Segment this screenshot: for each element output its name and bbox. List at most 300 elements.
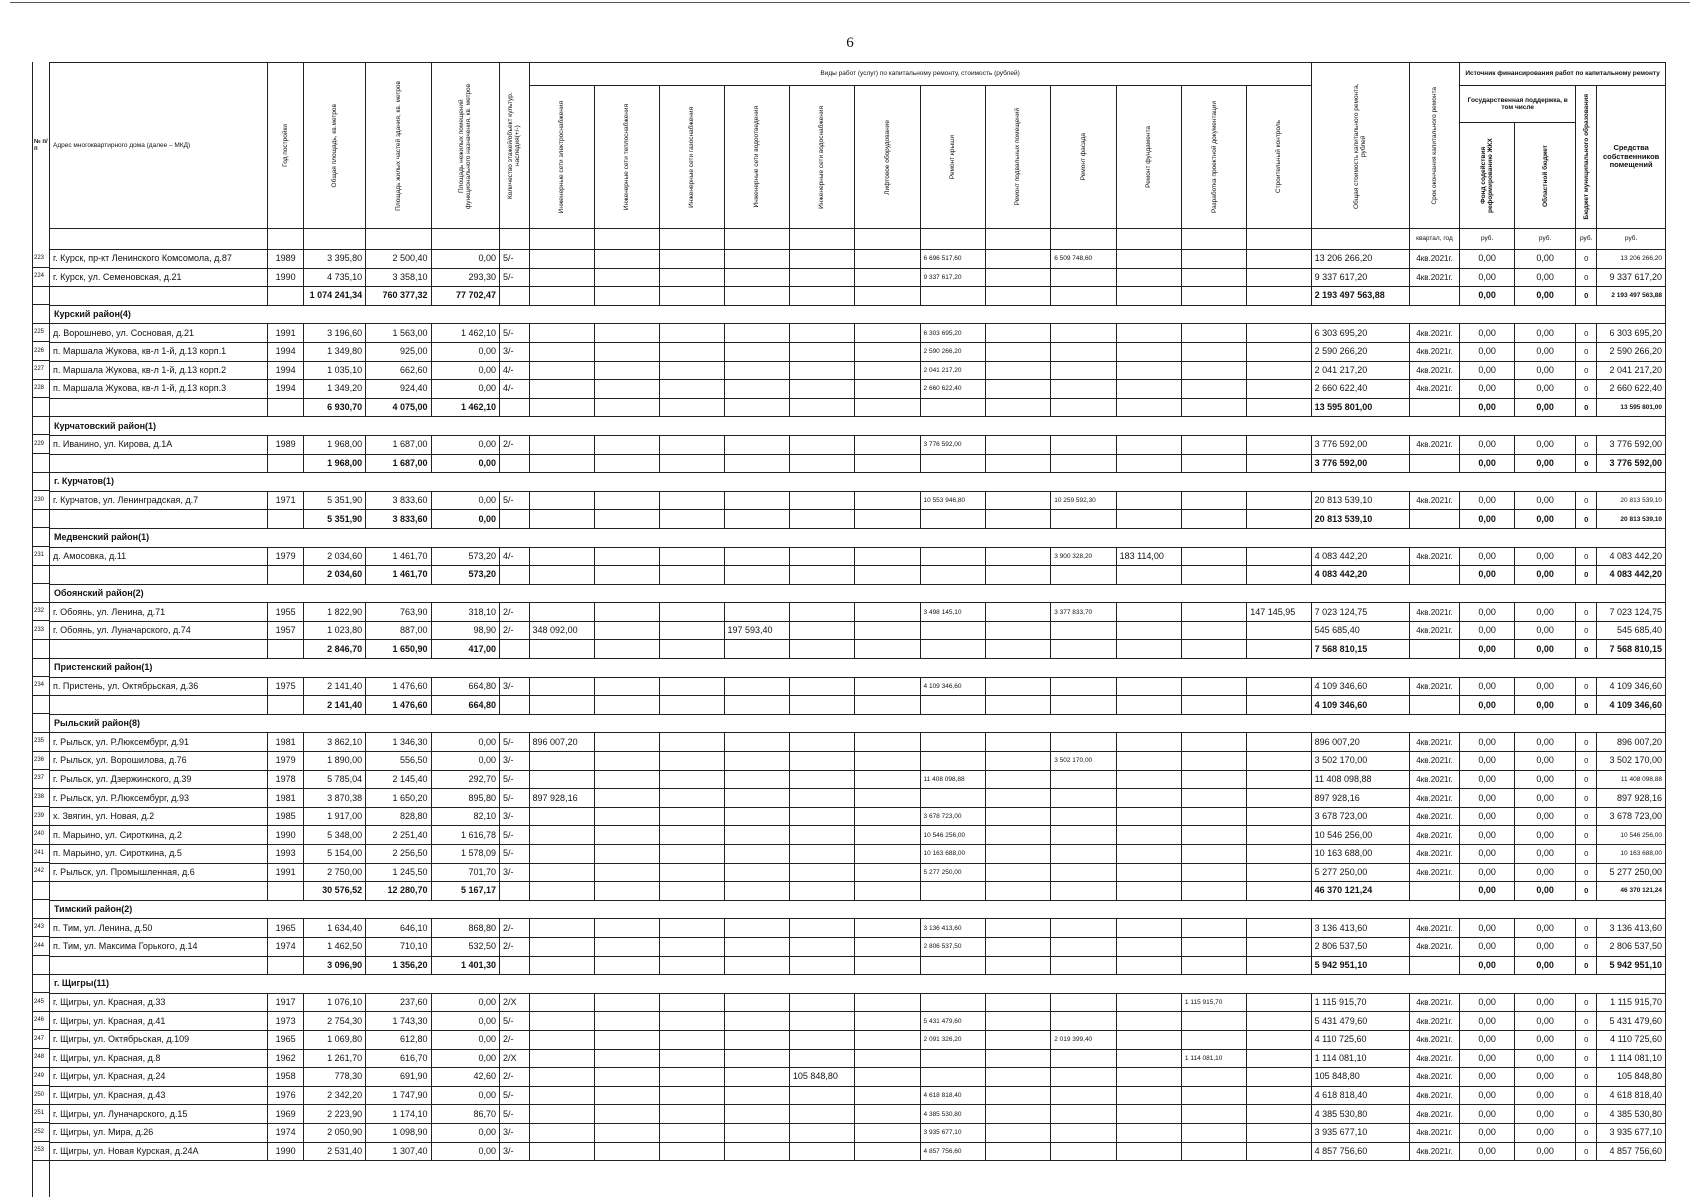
work-cost-cell — [1247, 268, 1311, 287]
owners-cell: 3 776 592,00 — [1597, 435, 1666, 454]
subtotal-term — [1409, 398, 1460, 417]
living-area-cell: 1 650,20 — [366, 789, 431, 808]
subtotal-term — [1409, 510, 1460, 529]
work-cost-cell — [594, 677, 659, 696]
year-cell: 1989 — [268, 435, 304, 454]
work-cost-cell — [1247, 1105, 1311, 1124]
work-cost-cell: 3 136 413,60 — [920, 919, 985, 938]
subtotal-nonliving: 1 401,30 — [431, 956, 500, 975]
fund-cell: 0,00 — [1460, 1068, 1515, 1087]
col-work-foundation: Ремонт фундамента — [1116, 86, 1181, 229]
term-cell: 4кв.2021г. — [1409, 268, 1460, 287]
row-number: 236 — [34, 756, 45, 763]
regional-cell: 0,00 — [1515, 826, 1576, 845]
col-num-header: № п/п — [34, 138, 48, 152]
row-divider — [33, 323, 49, 324]
row-number: 244 — [34, 942, 45, 949]
work-cost-cell — [594, 770, 659, 789]
fund-cell: 0,00 — [1460, 807, 1515, 826]
work-cost-cell — [724, 752, 789, 771]
work-cost-cell — [1247, 1123, 1311, 1142]
work-cost-cell — [985, 752, 1050, 771]
work-cost-cell: 6 303 695,20 — [920, 324, 985, 343]
work-cost-cell — [1181, 324, 1246, 343]
regional-cell: 0,00 — [1515, 491, 1576, 510]
floors-cell: 5/- — [500, 770, 530, 789]
term-cell: 4кв.2021г. — [1409, 807, 1460, 826]
nonliving-area-cell: 0,00 — [431, 435, 500, 454]
work-cost-cell — [660, 733, 724, 752]
subtotal-term — [1409, 882, 1460, 901]
subtotal-living: 1 687,00 — [366, 454, 431, 473]
subtotal-regional: 0,00 — [1515, 882, 1576, 901]
work-cost-cell — [1116, 435, 1181, 454]
work-cost-cell — [660, 752, 724, 771]
total-area-cell: 2 531,40 — [304, 1142, 366, 1161]
year-cell: 1990 — [268, 826, 304, 845]
subtotal-floors — [500, 956, 530, 975]
municipal-cell: 0 — [1576, 826, 1597, 845]
work-cost-cell — [789, 342, 854, 361]
work-cost-cell — [724, 789, 789, 808]
nonliving-area-cell: 0,00 — [431, 361, 500, 380]
subtotal-floors — [500, 696, 530, 715]
municipal-cell: 0 — [1576, 863, 1597, 882]
col-address: Адрес многоквартирного дома (далее – МКД) — [50, 63, 268, 229]
subtotal-work-cell — [529, 640, 594, 659]
address-cell: п. Марьино, ул. Сироткина, д.5 — [50, 845, 268, 864]
living-area-cell: 924,40 — [366, 380, 431, 399]
regional-cell: 0,00 — [1515, 380, 1576, 399]
year-cell: 1990 — [268, 268, 304, 287]
nonliving-area-cell: 0,00 — [431, 380, 500, 399]
subtotal-municipal: 0 — [1576, 566, 1597, 585]
subtotal-label — [50, 640, 268, 659]
work-cost-cell: 6 509 748,60 — [1051, 250, 1116, 269]
term-cell: 4кв.2021г. — [1409, 491, 1460, 510]
living-area-cell: 1 245,50 — [366, 863, 431, 882]
work-cost-cell — [594, 937, 659, 956]
row-divider — [33, 620, 49, 621]
works-group-header: Виды работ (услуг) по капитальному ремонту, стоимость (рублей) — [529, 63, 1311, 86]
work-cost-cell — [594, 250, 659, 269]
row-divider — [33, 1104, 49, 1105]
work-cost-cell — [660, 677, 724, 696]
subtotal-work-cell — [724, 956, 789, 975]
row-divider — [33, 955, 49, 956]
work-cost-cell: 183 114,00 — [1116, 547, 1181, 566]
term-cell: 4кв.2021г. — [1409, 603, 1460, 622]
gov-support-header: Государственная поддержка, в том числе — [1460, 86, 1576, 123]
municipal-cell: 0 — [1576, 361, 1597, 380]
work-cost-cell — [855, 435, 920, 454]
work-cost-cell — [1247, 733, 1311, 752]
work-cost-cell: 5 431 479,60 — [920, 1012, 985, 1031]
table-row — [50, 1086, 1666, 1105]
municipal-cell: 0 — [1576, 807, 1597, 826]
subtotal-owners: 13 595 801,00 — [1597, 398, 1666, 417]
work-cost-cell — [660, 770, 724, 789]
regional-cell: 0,00 — [1515, 789, 1576, 808]
subtotal-work-cell — [1181, 454, 1246, 473]
col-work-gas: Инженерные сети газоснабжения — [660, 86, 724, 229]
work-cost-cell — [985, 250, 1050, 269]
nonliving-area-cell: 86,70 — [431, 1105, 500, 1124]
municipal-cell: 0 — [1576, 1068, 1597, 1087]
subtotal-work-cell — [594, 882, 659, 901]
regional-cell: 0,00 — [1515, 863, 1576, 882]
work-cost-cell — [789, 937, 854, 956]
fund-cell: 0,00 — [1460, 993, 1515, 1012]
living-area-cell: 763,90 — [366, 603, 431, 622]
address-cell: г. Рыльск, ул. Р.Люксембург, д.93 — [50, 789, 268, 808]
subtotal-row — [50, 882, 1666, 901]
work-cost-cell — [985, 380, 1050, 399]
district-name: г. Щигры(11) — [50, 975, 1666, 994]
work-cost-cell — [1116, 937, 1181, 956]
table-row — [50, 733, 1666, 752]
work-cost-cell — [724, 1030, 789, 1049]
floors-cell: 5/- — [500, 845, 530, 864]
regional-cell: 0,00 — [1515, 250, 1576, 269]
work-cost-cell: 2 041 217,20 — [920, 361, 985, 380]
subtotal-work-cell — [1181, 398, 1246, 417]
work-cost-cell — [855, 1049, 920, 1068]
work-cost-cell — [594, 807, 659, 826]
owners-cell: 4 110 725,60 — [1597, 1030, 1666, 1049]
subtotal-fund: 0,00 — [1460, 696, 1515, 715]
work-cost-cell — [1181, 547, 1246, 566]
subtotal-work-cell — [789, 510, 854, 529]
work-cost-cell — [594, 435, 659, 454]
municipal-cell: 0 — [1576, 380, 1597, 399]
subtotal-total-cost: 5 942 951,10 — [1311, 956, 1409, 975]
address-cell: г. Щигры, ул. Красная, д.43 — [50, 1086, 268, 1105]
work-cost-cell — [789, 621, 854, 640]
municipal-cell: 0 — [1576, 919, 1597, 938]
nonliving-area-cell: 0,00 — [431, 733, 500, 752]
floors-cell: 5/- — [500, 268, 530, 287]
work-cost-cell — [1247, 435, 1311, 454]
subtotal-nonliving: 0,00 — [431, 454, 500, 473]
row-divider — [33, 974, 49, 975]
term-cell: 4кв.2021г. — [1409, 435, 1460, 454]
total-cost-cell: 3 935 677,10 — [1311, 1123, 1409, 1142]
row-number: 252 — [34, 1128, 45, 1135]
year-cell: 1975 — [268, 677, 304, 696]
work-cost-cell — [660, 380, 724, 399]
address-cell: г. Обоянь, ул. Ленина, д.71 — [50, 603, 268, 622]
subtotal-work-cell — [920, 398, 985, 417]
total-cost-cell: 4 109 346,60 — [1311, 677, 1409, 696]
district-header-row — [50, 473, 1666, 492]
table-row — [50, 1012, 1666, 1031]
subtotal-label — [50, 882, 268, 901]
floors-cell: 2/- — [500, 937, 530, 956]
subtotal-row — [50, 454, 1666, 473]
work-cost-cell — [855, 733, 920, 752]
owners-cell: 1 114 081,10 — [1597, 1049, 1666, 1068]
subtotal-area: 6 930,70 — [304, 398, 366, 417]
total-cost-cell: 3 678 723,00 — [1311, 807, 1409, 826]
owners-cell: 5 277 250,00 — [1597, 863, 1666, 882]
subtotal-regional: 0,00 — [1515, 398, 1576, 417]
subtotal-owners: 4 109 346,60 — [1597, 696, 1666, 715]
owners-cell: 4 385 530,80 — [1597, 1105, 1666, 1124]
work-cost-cell: 3 678 723,00 — [920, 807, 985, 826]
subtotal-label — [50, 398, 268, 417]
work-cost-cell — [789, 863, 854, 882]
work-cost-cell — [1247, 1049, 1311, 1068]
work-cost-cell — [985, 1068, 1050, 1087]
table-row — [50, 807, 1666, 826]
work-cost-cell — [1116, 324, 1181, 343]
floors-cell: 2/- — [500, 603, 530, 622]
subtotal-floors — [500, 882, 530, 901]
owners-cell: 10 546 256,00 — [1597, 826, 1666, 845]
work-cost-cell — [855, 807, 920, 826]
work-cost-cell — [789, 789, 854, 808]
work-cost-cell — [789, 826, 854, 845]
work-cost-cell — [1247, 845, 1311, 864]
total-cost-cell: 5 277 250,00 — [1311, 863, 1409, 882]
regional-cell: 0,00 — [1515, 621, 1576, 640]
work-cost-cell — [724, 1012, 789, 1031]
subtotal-work-cell — [529, 510, 594, 529]
subtotal-nonliving: 664,80 — [431, 696, 500, 715]
work-cost-cell — [1181, 752, 1246, 771]
work-cost-cell — [660, 807, 724, 826]
total-cost-cell: 105 848,80 — [1311, 1068, 1409, 1087]
subtotal-work-cell — [594, 640, 659, 659]
table-row — [50, 1030, 1666, 1049]
work-cost-cell — [1181, 491, 1246, 510]
total-area-cell: 1 349,20 — [304, 380, 366, 399]
subtotal-term — [1409, 956, 1460, 975]
total-cost-cell: 3 502 170,00 — [1311, 752, 1409, 771]
work-cost-cell: 4 618 818,40 — [920, 1086, 985, 1105]
subtotal-work-cell — [789, 640, 854, 659]
work-cost-cell — [724, 435, 789, 454]
work-cost-cell — [724, 1105, 789, 1124]
total-area-cell: 1 023,80 — [304, 621, 366, 640]
subtotal-work-cell — [529, 454, 594, 473]
subtotal-municipal: 0 — [1576, 398, 1597, 417]
owners-cell: 545 685,40 — [1597, 621, 1666, 640]
living-area-cell: 1 563,00 — [366, 324, 431, 343]
regional-cell: 0,00 — [1515, 1030, 1576, 1049]
subtotal-work-cell — [724, 696, 789, 715]
work-cost-cell — [1247, 863, 1311, 882]
subtotal-living: 12 280,70 — [366, 882, 431, 901]
subtotal-year — [268, 956, 304, 975]
work-cost-cell — [1247, 789, 1311, 808]
work-cost-cell — [594, 1049, 659, 1068]
work-cost-cell — [724, 845, 789, 864]
col-work-supervision: Строительный контроль — [1247, 86, 1311, 229]
floors-cell: 3/- — [500, 863, 530, 882]
year-cell: 1979 — [268, 547, 304, 566]
subtotal-work-cell — [660, 640, 724, 659]
work-cost-cell — [660, 1086, 724, 1105]
work-cost-cell — [985, 677, 1050, 696]
work-cost-cell — [594, 603, 659, 622]
subtotal-work-cell — [660, 956, 724, 975]
row-number: 230 — [34, 496, 45, 503]
row-number: 237 — [34, 775, 45, 782]
subtotal-work-cell — [1247, 882, 1311, 901]
work-cost-cell — [985, 1030, 1050, 1049]
subtotal-nonliving: 77 702,47 — [431, 287, 500, 306]
work-cost-cell — [724, 1068, 789, 1087]
work-cost-cell — [594, 547, 659, 566]
subtotal-work-cell — [1116, 696, 1181, 715]
year-cell: 1981 — [268, 733, 304, 752]
subtotal-municipal: 0 — [1576, 454, 1597, 473]
subtotal-regional: 0,00 — [1515, 287, 1576, 306]
work-cost-cell — [724, 342, 789, 361]
work-cost-cell — [724, 677, 789, 696]
work-cost-cell: 3 498 145,10 — [920, 603, 985, 622]
work-cost-cell: 9 337 617,20 — [920, 268, 985, 287]
table-row — [50, 1105, 1666, 1124]
district-header-row — [50, 975, 1666, 994]
work-cost-cell — [1051, 268, 1116, 287]
floors-cell: 2/- — [500, 1068, 530, 1087]
subtotal-year — [268, 696, 304, 715]
subtotal-area: 3 096,90 — [304, 956, 366, 975]
work-cost-cell — [724, 361, 789, 380]
term-cell: 4кв.2021г. — [1409, 752, 1460, 771]
subtotal-work-cell — [920, 882, 985, 901]
living-area-cell: 925,00 — [366, 342, 431, 361]
row-divider — [33, 397, 49, 398]
work-cost-cell — [855, 491, 920, 510]
address-cell: п. Тим, ул. Ленина, д.50 — [50, 919, 268, 938]
work-cost-cell — [1181, 1068, 1246, 1087]
living-area-cell: 1 307,40 — [366, 1142, 431, 1161]
work-cost-cell — [985, 1086, 1050, 1105]
address-cell: г. Щигры, ул. Красная, д.24 — [50, 1068, 268, 1087]
work-cost-cell — [789, 770, 854, 789]
municipal-cell: 0 — [1576, 1086, 1597, 1105]
work-cost-cell — [985, 789, 1050, 808]
table-row — [50, 826, 1666, 845]
living-area-cell: 2 251,40 — [366, 826, 431, 845]
total-area-cell: 2 754,30 — [304, 1012, 366, 1031]
work-cost-cell — [1181, 733, 1246, 752]
row-divider — [33, 1141, 49, 1142]
floors-cell: 5/- — [500, 324, 530, 343]
work-cost-cell — [985, 1012, 1050, 1031]
total-area-cell: 5 154,00 — [304, 845, 366, 864]
row-divider — [33, 825, 49, 826]
total-area-cell: 1 349,80 — [304, 342, 366, 361]
work-cost-cell — [529, 1049, 594, 1068]
regional-cell: 0,00 — [1515, 1105, 1576, 1124]
owners-cell: 4 083 442,20 — [1597, 547, 1666, 566]
work-cost-cell — [1116, 361, 1181, 380]
year-cell: 1991 — [268, 863, 304, 882]
row-divider — [33, 546, 49, 547]
work-cost-cell — [1247, 621, 1311, 640]
row-number: 234 — [34, 682, 45, 689]
work-cost-cell — [1181, 845, 1246, 864]
work-cost-cell — [1181, 1086, 1246, 1105]
living-area-cell: 612,80 — [366, 1030, 431, 1049]
work-cost-cell — [529, 1123, 594, 1142]
work-cost-cell — [660, 1030, 724, 1049]
total-area-cell: 3 395,80 — [304, 250, 366, 269]
work-cost-cell — [855, 845, 920, 864]
work-cost-cell — [660, 789, 724, 808]
work-cost-cell: 4 385 530,80 — [920, 1105, 985, 1124]
work-cost-cell — [529, 268, 594, 287]
work-cost-cell — [660, 1123, 724, 1142]
row-number: 248 — [34, 1054, 45, 1061]
total-area-cell: 2 141,40 — [304, 677, 366, 696]
work-cost-cell — [1116, 752, 1181, 771]
col-floors: Количество этажей/объект культур. наследия(+/-) — [500, 63, 530, 229]
subtotal-work-cell — [529, 696, 594, 715]
work-cost-cell — [985, 621, 1050, 640]
total-area-cell: 1 917,00 — [304, 807, 366, 826]
work-cost-cell — [594, 621, 659, 640]
nonliving-area-cell: 0,00 — [431, 1123, 500, 1142]
total-area-cell: 2 342,20 — [304, 1086, 366, 1105]
total-area-cell: 1 069,80 — [304, 1030, 366, 1049]
subtotal-work-cell — [855, 696, 920, 715]
work-cost-cell — [1051, 789, 1116, 808]
subtotal-work-cell — [660, 454, 724, 473]
address-cell: г. Щигры, ул. Новая Курская, д.24А — [50, 1142, 268, 1161]
work-cost-cell — [660, 268, 724, 287]
address-cell: г. Курск, пр-кт Ленинского Комсомола, д.87 — [50, 250, 268, 269]
address-cell: г. Щигры, ул. Мира, д.26 — [50, 1123, 268, 1142]
subtotal-row — [50, 640, 1666, 659]
work-cost-cell — [529, 677, 594, 696]
subtotal-work-cell — [855, 287, 920, 306]
work-cost-cell — [1247, 770, 1311, 789]
subtotal-row — [50, 696, 1666, 715]
living-area-cell: 1 098,90 — [366, 1123, 431, 1142]
subtotal-work-cell — [920, 696, 985, 715]
work-cost-cell — [920, 993, 985, 1012]
row-divider — [33, 434, 49, 435]
table-row — [50, 491, 1666, 510]
regional-cell: 0,00 — [1515, 845, 1576, 864]
subtotal-regional: 0,00 — [1515, 696, 1576, 715]
work-cost-cell — [1181, 807, 1246, 826]
subtotal-nonliving: 5 167,17 — [431, 882, 500, 901]
subtotal-work-cell — [660, 882, 724, 901]
row-divider — [33, 1085, 49, 1086]
work-cost-cell — [1116, 863, 1181, 882]
work-cost-cell — [855, 826, 920, 845]
term-cell: 4кв.2021г. — [1409, 324, 1460, 343]
subtotal-work-cell — [1247, 398, 1311, 417]
subtotal-label — [50, 510, 268, 529]
row-number: 243 — [34, 924, 45, 931]
work-cost-cell — [1181, 826, 1246, 845]
subtotal-work-cell — [855, 454, 920, 473]
municipal-cell: 0 — [1576, 435, 1597, 454]
subtotal-fund: 0,00 — [1460, 454, 1515, 473]
row-divider — [33, 286, 49, 287]
living-area-cell: 2 500,40 — [366, 250, 431, 269]
total-cost-cell: 2 041 217,20 — [1311, 361, 1409, 380]
work-cost-cell — [1247, 342, 1311, 361]
